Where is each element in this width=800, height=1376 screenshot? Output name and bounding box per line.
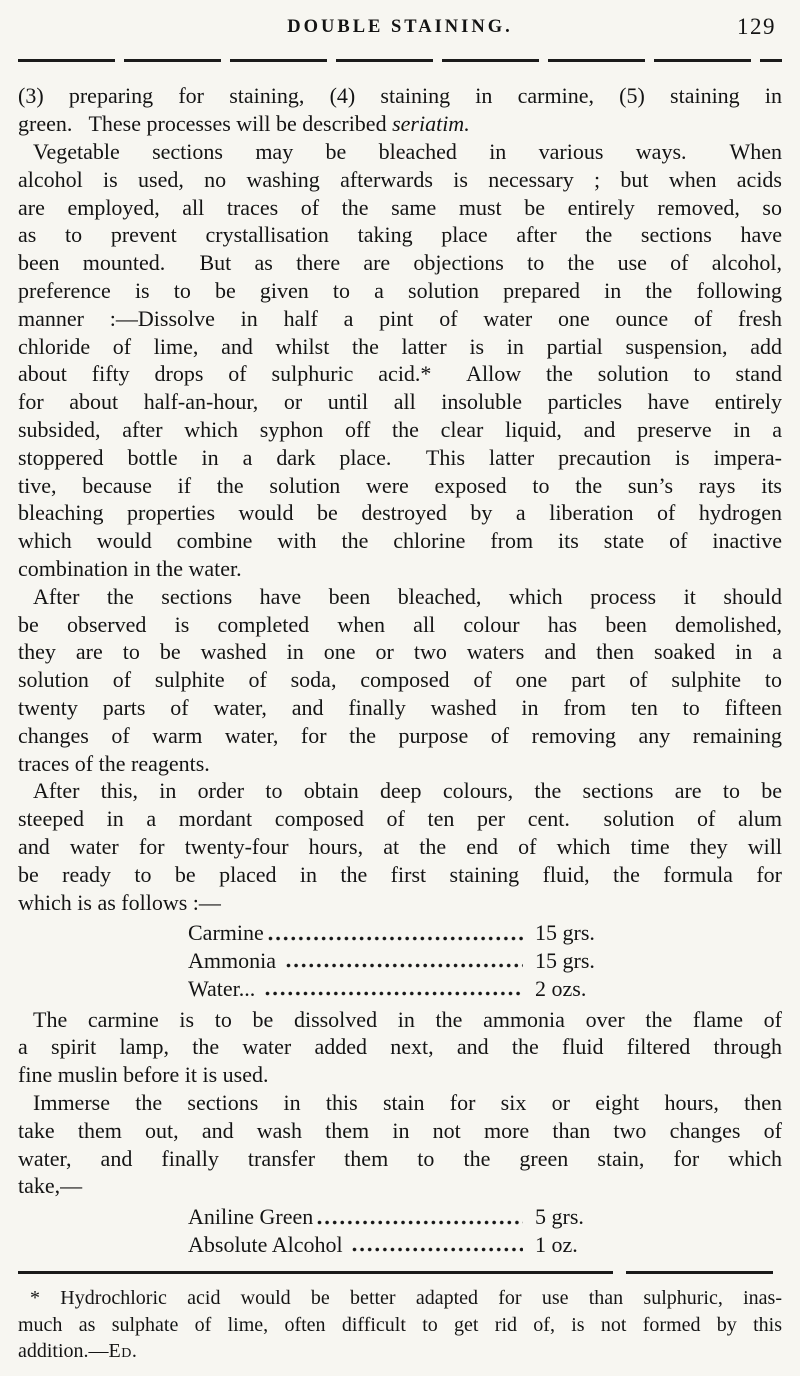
ingredient-label: Absolute Alcohol <box>188 1232 349 1258</box>
text-line: and water for twenty-four hours, at the end of which time they will <box>18 833 782 859</box>
formula-row <box>188 975 612 1003</box>
formula-row <box>188 1231 612 1259</box>
text-line: are employed, all traces of the same must be entirely removed, so <box>18 194 782 220</box>
text-line: traces of the reagents. <box>18 750 210 776</box>
dot-leader <box>264 989 523 998</box>
text-segment: addition.— <box>18 1340 109 1363</box>
text-line: tive, because if the solution were exposed to the sun’s rays its <box>18 472 782 498</box>
ingredient-quantity: 15 grs. <box>535 948 595 974</box>
formula-row <box>188 919 612 947</box>
text-line: twenty parts of water, and finally washed in from ten to fifteen <box>18 694 782 720</box>
paragraph-washing <box>18 583 782 778</box>
text-line: bleaching properties would be destroyed by a liberation of hydrogen <box>18 500 782 526</box>
text-line: combination in the water. <box>18 555 242 581</box>
footnote-rule <box>18 1271 782 1274</box>
formula-carmine-stain <box>188 919 612 1002</box>
ingredient-label: Carmine <box>188 920 264 946</box>
text-line: stoppered bottle in a dark place. This latter precaution is impera- <box>18 444 782 470</box>
text-line: (3) preparing for staining, (4) staining in carmine, (5) staining in <box>18 83 782 109</box>
dot-leader <box>316 1218 523 1227</box>
ingredient-quantity: 1 oz. <box>535 1232 578 1258</box>
text-line: alcohol is used, no washing afterwards is necessary ; but when acids <box>18 166 782 192</box>
footnote-line <box>18 1338 782 1365</box>
paragraph-mordant <box>18 777 782 916</box>
dot-leader <box>285 961 524 970</box>
ingredient-label: Aniline Green <box>188 1204 314 1230</box>
page-header <box>18 14 782 46</box>
text-line: Vegetable sections may be bleached in various ways. When <box>33 138 782 164</box>
footnote-line: much as sulphate of lime, often difficult to get rid of, is not formed by this <box>18 1313 782 1336</box>
ingredient-quantity: 2 ozs. <box>535 975 587 1001</box>
running-title: DOUBLE STAINING. <box>287 17 513 37</box>
text-line: water, and finally transfer them to the green stain, for which <box>18 1145 782 1171</box>
page-number: 129 <box>737 14 776 39</box>
text-line: steeped in a mordant composed of ten per cent. solution of alum <box>18 806 782 832</box>
text-line: The carmine is to be dissolved in the ammonia over the flame of <box>33 1006 782 1032</box>
text-line: been mounted. But as there are objections to the use of alcohol, <box>18 250 782 276</box>
ingredient-label: Water... <box>188 975 261 1001</box>
text-line <box>18 110 782 138</box>
ingredient-quantity: 5 grs. <box>535 1204 584 1230</box>
text-line: After this, in order to obtain deep colours, the sections are to be <box>33 778 782 804</box>
page-body <box>18 82 782 1258</box>
footnote-line: * Hydrochloric acid would be better adapted for use than sulphuric, inas- <box>30 1287 782 1310</box>
text-line: Immerse the sections in this stain for six or eight hours, then <box>33 1090 782 1116</box>
text-line: subsided, after which syphon off the clear liquid, and preserve in a <box>18 416 782 442</box>
text-line: preference is to be given to a solution prepared in the following <box>18 277 782 303</box>
text-line: solution of sulphite of soda, composed of one part of sulphite to <box>18 667 782 693</box>
text-line: they are to be washed in one or two waters and then soaked in a <box>18 639 782 665</box>
text-line: take,— <box>18 1173 83 1199</box>
rule-segment <box>18 1271 613 1274</box>
paragraph-intro <box>18 82 782 138</box>
rule-gap <box>613 1271 626 1274</box>
text-line: which would combine with the chlorine from its state of inactive <box>18 528 782 554</box>
text-line: which is as follows :— <box>18 889 221 915</box>
text-segment-italic: seriatim. <box>392 111 470 137</box>
text-line: manner :—Dissolve in half a pint of water one ounce of fresh <box>18 305 782 331</box>
text-line: be observed is completed when all colour has been demolished, <box>18 611 782 637</box>
header-rule <box>18 59 782 62</box>
text-line: a spirit lamp, the water added next, and the fluid filtered through <box>18 1034 782 1060</box>
text-line: about fifty drops of sulphuric acid.* Allow the solution to stand <box>18 361 782 387</box>
text-line: changes of warm water, for the purpose of removing any remaining <box>18 722 782 748</box>
text-segment: green. These processes will be described <box>18 111 393 137</box>
text-line: After the sections have been bleached, which process it should <box>33 583 782 609</box>
dot-leader <box>351 1245 523 1254</box>
paragraph-immersion <box>18 1089 782 1200</box>
text-line: chloride of lime, and whilst the latter is in partial suspension, add <box>18 333 782 359</box>
paragraph-carmine-preparation <box>18 1006 782 1089</box>
text-line: fine muslin before it is used. <box>18 1062 269 1088</box>
dot-leader <box>267 934 523 943</box>
paragraph-bleaching <box>18 138 782 583</box>
editor-signature: Ed. <box>108 1340 138 1363</box>
formula-row <box>188 947 612 975</box>
formula-row <box>188 1203 612 1231</box>
text-line: for about half-an-hour, or until all insoluble particles have entirely <box>18 389 782 415</box>
ingredient-quantity: 15 grs. <box>535 920 595 946</box>
footnote <box>18 1285 782 1365</box>
text-line: be ready to be placed in the first staining fluid, the formula for <box>18 861 782 887</box>
text-line: as to prevent crystallisation taking place after the sections have <box>18 222 782 248</box>
formula-green-stain <box>188 1203 612 1259</box>
rule-segment <box>626 1271 773 1274</box>
text-line: take them out, and wash them in not more than two changes of <box>18 1117 782 1143</box>
ingredient-label: Ammonia <box>188 948 282 974</box>
